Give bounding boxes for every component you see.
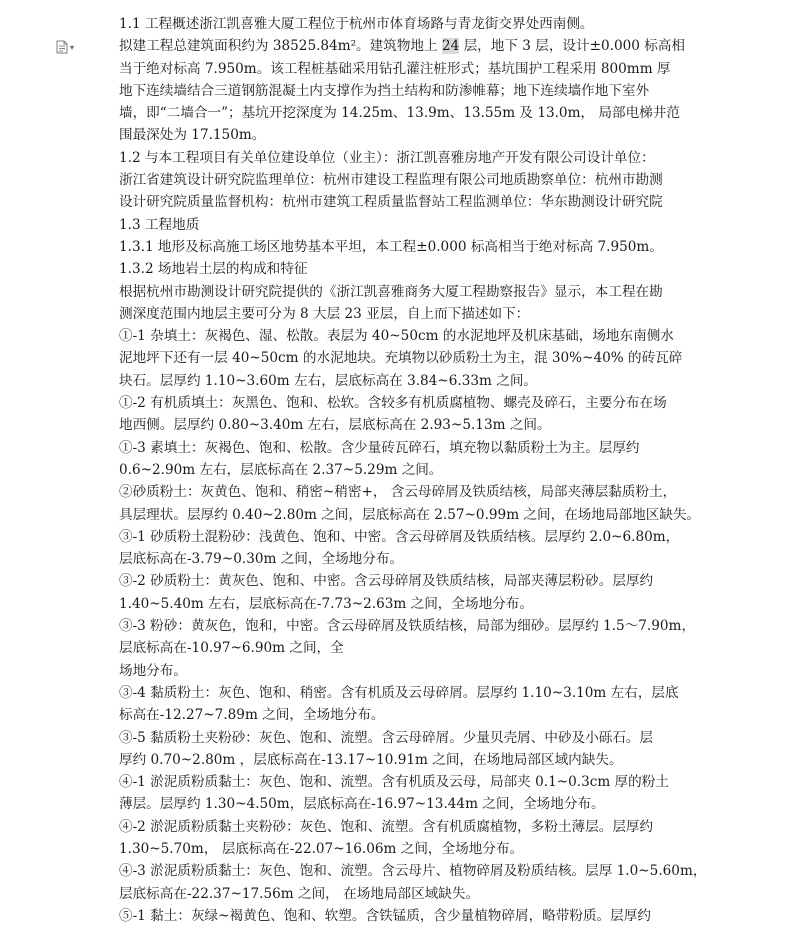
text-line: 层底标高在-3.79~0.30m 之间，全场地分布。 xyxy=(119,551,404,568)
document-paragraph-icon[interactable] xyxy=(56,40,68,54)
text-line: 厚约 0.70~2.80m ，层底标高在-13.17~10.91m 之间，在场地局部区域内缺失。 xyxy=(119,751,623,768)
text-line: 0.6~2.90m 左右，层底标高在 2.37~5.29m 之间。 xyxy=(119,461,443,478)
text-line: 泥地坪下还有一层 40~50cm 的水泥地块。充填物以砂质粉土为主，混 30%~40% 的砖瓦碎 xyxy=(119,350,683,367)
text-line: ⑤-1 黏土：灰绿~褐黄色、饱和、软塑。含铁锰质，含少量植物碎屑，略带粉质。层厚约 xyxy=(119,907,651,924)
text-line: ①-1 杂填土：灰褐色、湿、松散。表层为 40~50cm 的水泥地坪及机床基础，场地东南侧水 xyxy=(119,328,674,345)
text-line: ③-2 砂质粉土：黄灰色、饱和、中密。含云母碎屑及铁质结核，局部夹薄层粉砂。层厚约 xyxy=(119,573,654,590)
text-line: ①-3 素填土：灰褐色、饱和、松散。含少量砖瓦碎石，填充物以黏质粉土为主。层厚约 xyxy=(119,439,640,456)
text-line: 块石。层厚约 1.10~3.60m 左右，层底标高在 3.84~6.33m 之间。 xyxy=(119,372,538,389)
text-segment: 层，地下 3 层，设计±0.000 标高相 xyxy=(459,38,686,55)
text-line: ②砂质粉土：灰黄色、饱和、稍密~稍密+， 含云母碎屑及铁质结核，局部夹薄层黏质粉土， xyxy=(119,484,677,501)
text-line: 具层理状。层厚约 0.40~2.80m 之间，层底标高在 2.57~0.99m 之间，在场地局部地区缺失。 xyxy=(119,506,701,523)
document-body xyxy=(119,13,707,927)
text-line: 设计研究院质量监督机构：杭州市建筑工程质量监督站工程监测单位：华东勘测设计研究院 xyxy=(119,194,663,211)
text-line: 当于绝对标高 7.950m。该工程桩基础采用钻孔灌注桩形式；基坑围护工程采用 800mm 厚 xyxy=(119,60,671,77)
text-line: ④-2 淤泥质粉质黏土夹粉砂：灰色、饱和、流塑。含有机质腐植物，多粉土薄层。层厚约 xyxy=(119,818,654,835)
text-line: 地西侧。层厚约 0.80~3.40m 左右，层底标高在 2.93~5.13m 之间。 xyxy=(119,417,551,434)
text-line: 层底标高在-22.37~17.56m 之间， 在场地局部区域缺失。 xyxy=(119,885,480,902)
chevron-down-icon[interactable]: ▾ xyxy=(70,42,75,52)
text-line: 墙，即“二墙合一”；基坑开挖深度为 14.25m、13.9m、13.55m 及 13.0m， 局部电梯井范 xyxy=(119,105,680,122)
text-line: 地下连续墙结合三道钢筋混凝土内支撑作为挡土结构和防渗帷幕；地下连续墙作地下室外 xyxy=(119,82,650,99)
text-line: 1.1 工程概述浙江凯喜雅大厦工程位于杭州市体育场路与青龙街交界处西南侧。 xyxy=(119,16,594,32)
text-line: ③-5 黏质粉土夹粉砂：灰色、饱和、流塑。含云母碎屑。少量贝壳屑、中砂及小砾石。层 xyxy=(119,729,654,746)
text-line: 1.40~5.40m 左右，层底标高在-7.73~2.63m 之间，全场地分布。 xyxy=(119,595,533,612)
text-line: 1.2 与本工程项目有关单位建设单位（业主）：浙江凯喜雅房地产开发有限公司设计单位： xyxy=(119,149,655,166)
text-line: 1.3.1 地形及标高施工场区地势基本平坦，本工程±0.000 标高相当于绝对标高 7.950m。 xyxy=(119,238,663,255)
text-line: 1.30~5.70m， 层底标高在-22.07~16.06m 之间，全场地分布。 xyxy=(119,840,524,857)
text-line: ③-1 砂质粉土混粉砂：浅黄色、饱和、中密。含云母碎屑及铁质结核。层厚约 2.0~6.80m， xyxy=(119,528,680,545)
text-line: 标高在-12.27~7.89m 之间，全场地分布。 xyxy=(119,707,385,724)
text-line: 层底标高在-10.97~6.90m 之间，全 xyxy=(119,640,344,657)
highlighted-text: 24 xyxy=(441,38,460,55)
text-line: 根据杭州市勘测设计研究院提供的《浙江凯喜雅商务大厦工程勘察报告》显示，本工程在勘 xyxy=(119,283,663,300)
text-line: 1.3 工程地质 xyxy=(119,216,200,233)
text-line: 场地分布。 xyxy=(119,662,187,679)
text-line xyxy=(119,35,686,57)
text-line: ④-1 淤泥质粉质黏土：灰色、饱和、流塑。含有机质及云母，局部夹 0.1~0.3cm 厚的粉土 xyxy=(119,774,669,791)
text-line: ③-3 粉砂：黄灰色，饱和，中密。含云母碎屑及铁质结核，局部为细砂。层厚约 1.5～7.90m， xyxy=(119,618,696,635)
text-line: 围最深处为 17.150m。 xyxy=(119,127,266,144)
text-segment: 拟建工程总建筑面积约为 38525.84m²。建筑物地上 xyxy=(119,38,442,55)
paragraph-marker[interactable] xyxy=(56,40,74,54)
text-line: ③-4 黏质粉土：灰色、饱和、稍密。含有机质及云母碎屑。层厚约 1.10~3.10m 左右，层底 xyxy=(119,684,679,701)
text-line: ①-2 有机质填土：灰黑色、饱和、松软。含较多有机质腐植物、螺壳及碎石，主要分布在场 xyxy=(119,395,667,412)
text-line: 浙江省建筑设计研究院监理单位：杭州市建设工程监理有限公司地质勘察单位：杭州市勘测 xyxy=(119,172,663,189)
text-line: 薄层。层厚约 1.30~4.50m，层底标高在-16.97~13.44m 之间，全场地分布。 xyxy=(119,796,605,813)
text-line: 测深度范围内地层主要可分为 8 大层 23 亚层，自上而下描述如下： xyxy=(119,305,530,322)
text-line: 1.3.2 场地岩土层的构成和特征 xyxy=(119,261,308,278)
text-line: ④-3 淤泥质粉质黏土：灰色、饱和、流塑。含云母片、植物碎屑及粉质结核。层厚 1.0~5.60m， xyxy=(119,863,707,880)
